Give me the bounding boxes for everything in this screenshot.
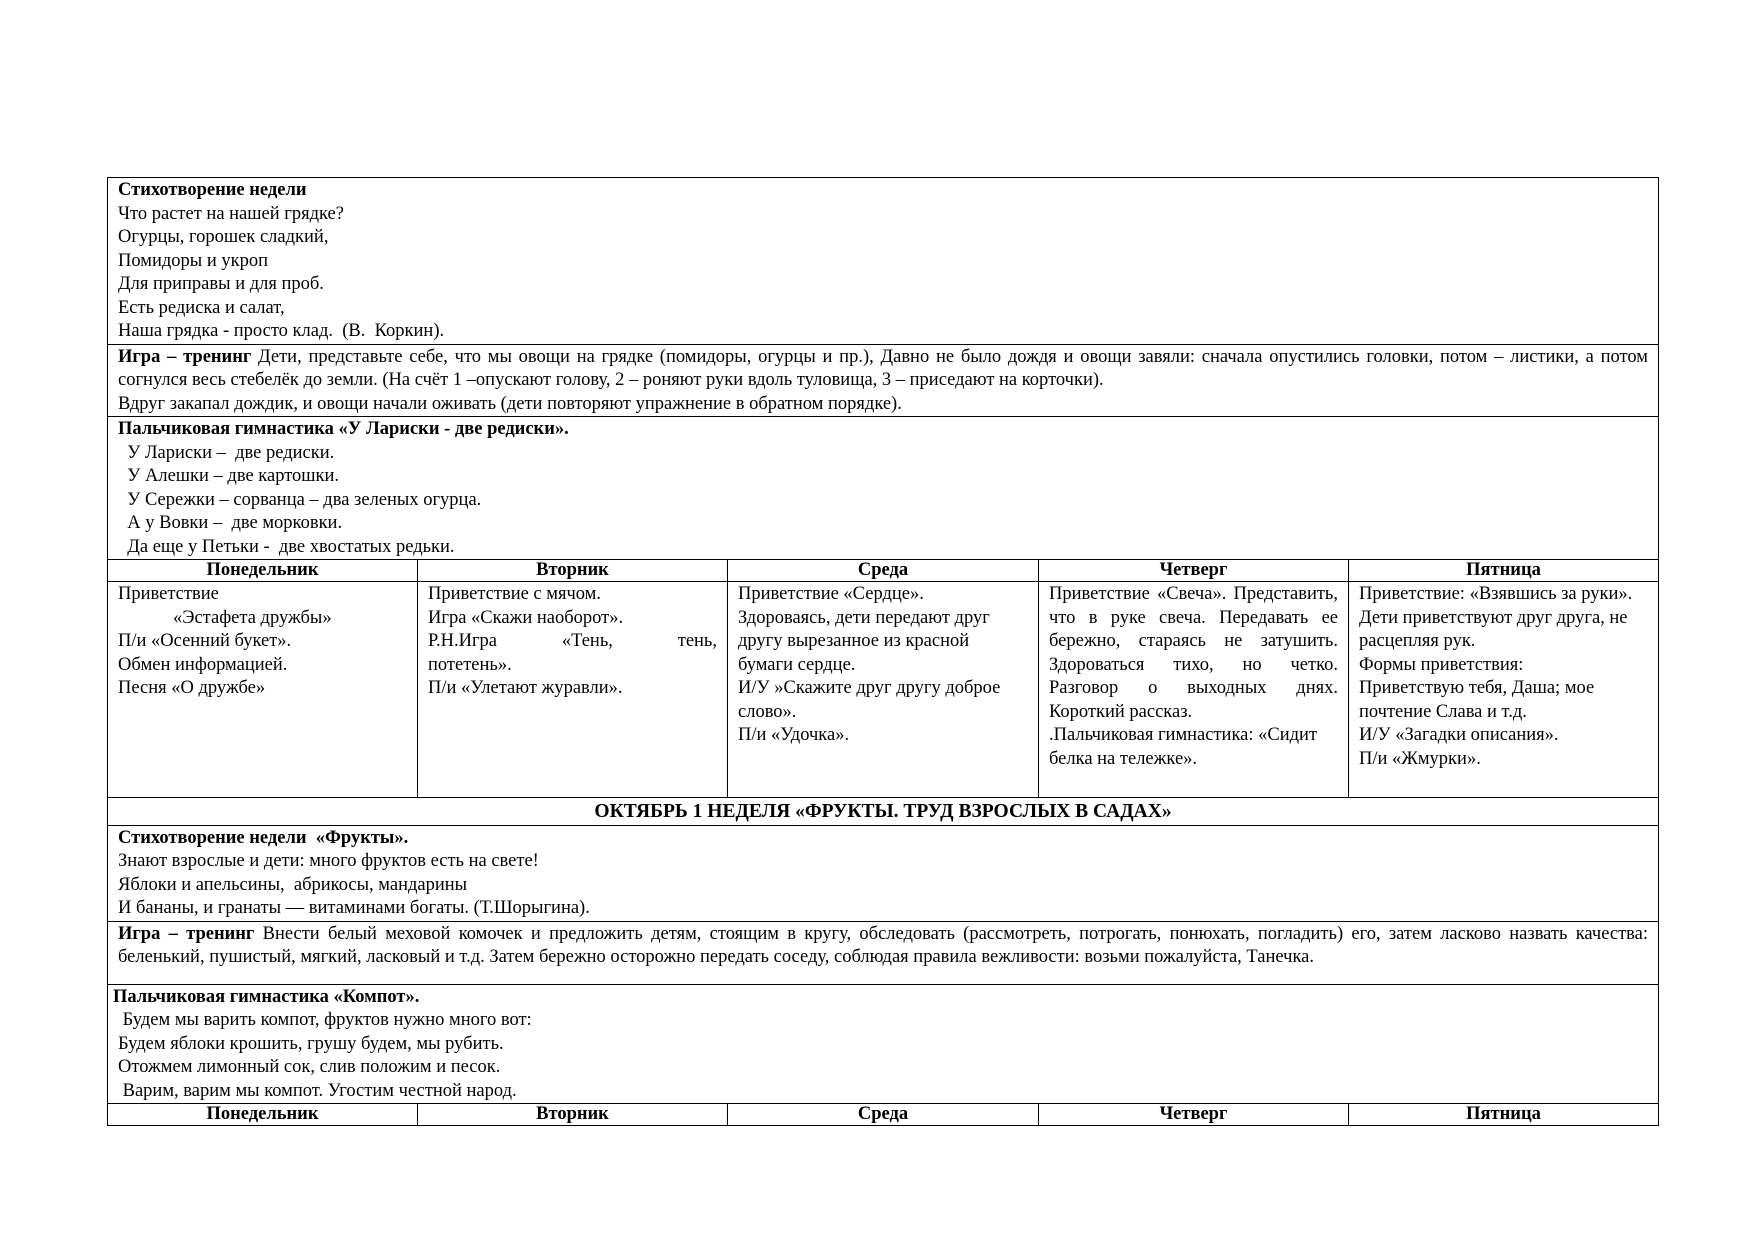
day-header-friday: Пятница: [1349, 560, 1659, 582]
game-training-cell-2: [108, 921, 1659, 984]
day-cell-wednesday: [728, 582, 1039, 798]
game-training-text: Внести белый меховой комочек и предложить детям, стоящим в кругу, обследовать (рассмотреть, потрогать, понюхать, погладить) его, затем ласково назвать качества: беленький, пушистый, мягкий, ласковый и т.д. Затем бережно осторожно передать соседу, соблюдая правила вежливости: возьми пожалуйста, Танечка.: [118, 923, 1649, 967]
day-header-thursday: Четверг: [1039, 1104, 1349, 1126]
tue-item: П/и «Улетают журавли».: [428, 678, 623, 698]
game-training-cell-1: [108, 344, 1659, 417]
day-header-row-2: [108, 1104, 1659, 1126]
day-header-row: [108, 560, 1659, 582]
finger-gym-line: У Лариски – две редиски.: [118, 442, 335, 463]
game-training-title: Игра – тренинг: [118, 346, 252, 367]
weekly-plan-table: [107, 177, 1659, 1126]
thu-item: .Пальчиковая гимнастика: «Сидит белка на тележке».: [1049, 725, 1318, 769]
finger-gym-title: Пальчиковая гимнастика «У Лариски - две редиски».: [118, 419, 569, 439]
poem-line: Есть редиска и салат,: [118, 297, 285, 318]
finger-gym-cell-1: [108, 417, 1659, 560]
fri-item: Формы приветствия:: [1359, 654, 1524, 675]
mon-item: П/и «Осенний букет».: [118, 631, 292, 651]
wed-item: Приветствие «Сердце».: [738, 584, 924, 604]
wed-item: И/У »Скажите друг другу доброе слово».: [738, 678, 1001, 722]
poem-line: Для приправы и для проб.: [118, 274, 324, 294]
day-header-thursday: Четверг: [1039, 560, 1349, 582]
poem-line: И бананы, и гранаты — витаминами богаты. (Т.Шорыгина).: [118, 898, 590, 918]
day-content-row: [108, 582, 1659, 798]
week-title: ОКТЯБРЬ 1 НЕДЕЛЯ «ФРУКТЫ. ТРУД ВЗРОСЛЫХ В САДАХ»: [108, 798, 1659, 826]
poem-line: Наша грядка - просто клад. (В. Коркин).: [118, 321, 445, 341]
mon-item: Песня «О дружбе»: [118, 678, 266, 698]
day-header-wednesday: Среда: [728, 560, 1039, 582]
finger-gym-line: У Сережки – сорванца – два зеленых огурца.: [118, 489, 482, 510]
fri-item: Приветствие: «Взявшись за руки». Дети приветствуют друг друга, не расцепляя рук.: [1359, 584, 1633, 651]
finger-gym-line: У Алешки – две картошки.: [118, 466, 340, 486]
day-header-monday: Понедельник: [108, 1104, 418, 1126]
poem-cell-2: [108, 825, 1659, 921]
day-cell-monday: [108, 582, 418, 798]
wed-item: П/и «Удочка».: [738, 725, 850, 745]
poem-line: Огурцы, горошек сладкий,: [118, 227, 329, 247]
wed-item: Здороваясь, дети передают друг другу вырезанное из красной бумаги сердце.: [738, 607, 990, 675]
day-header-tuesday: Вторник: [418, 560, 728, 582]
mon-item: Приветствие: [118, 584, 219, 604]
poem-line: Знают взрослые и дети: много фруктов есть на свете!: [118, 851, 539, 871]
game-training-title: Игра – тренинг: [118, 923, 255, 944]
poem-title: Стихотворение недели: [118, 180, 307, 200]
day-cell-friday: [1349, 582, 1659, 798]
finger-gym-line: Отожмем лимонный сок, слив положим и песок.: [118, 1057, 501, 1077]
mon-item: Обмен информацией.: [118, 654, 288, 675]
tue-item: Игра «Скажи наоборот».: [428, 607, 624, 628]
fri-item: П/и «Жмурки».: [1359, 748, 1481, 769]
poem-line: Что растет на нашей грядке?: [118, 203, 344, 224]
fri-item: Приветствую тебя, Даша; мое почтение Слава и т.д.: [1359, 678, 1595, 722]
day-header-wednesday: Среда: [728, 1104, 1039, 1126]
poem-line: Яблоки и апельсины, абрикосы, мандарины: [118, 874, 468, 895]
day-header-monday: Понедельник: [108, 560, 418, 582]
tue-item: Р.Н.Игра «Тень, тень, потетень».: [428, 631, 717, 675]
tue-item: Приветствие с мячом.: [428, 584, 602, 604]
finger-gym-line: Будем яблоки крошить, грушу будем, мы рубить.: [118, 1033, 504, 1054]
mon-item: «Эстафета дружбы»: [173, 607, 332, 628]
poem-cell-1: [108, 178, 1659, 345]
fri-item: И/У «Загадки описания».: [1359, 725, 1559, 745]
poem-title: Стихотворение недели «Фрукты».: [118, 827, 409, 848]
thu-item: Приветствие «Свеча». Представить, что в руке свеча. Передавать ее бережно, стараясь не затушить. Здороваться тихо, но четко. Разговор о выходных днях. Короткий рассказ.: [1049, 584, 1338, 722]
finger-gym-line: Да еще у Петьки - две хвостатых редьки.: [118, 536, 455, 557]
finger-gym-line: Будем мы варить компот, фруктов нужно много вот:: [118, 1010, 532, 1030]
day-header-friday: Пятница: [1349, 1104, 1659, 1126]
day-cell-tuesday: [418, 582, 728, 798]
game-training-text: Дети, представьте себе, что мы овощи на грядке (помидоры, огурцы и пр.), Давно не было дождя и овощи завяли: сначала опустились головки, потом – листики, а потом согнулся весь стебелёк до земли. (На счёт 1 –опускают голову, 2 – роняют руки вдоль туловища, 3 – приседают на корточки).: [118, 346, 1648, 390]
day-header-tuesday: Вторник: [418, 1104, 728, 1126]
finger-gym-cell-2: [108, 984, 1659, 1104]
poem-line: Помидоры и укроп: [118, 250, 268, 271]
finger-gym-line: Варим, варим мы компот. Угостим честной народ.: [118, 1080, 517, 1101]
day-cell-thursday: [1039, 582, 1349, 798]
game-training-text-2: Вдруг закапал дождик, и овощи начали оживать (дети повторяют упражнение в обратном порядке).: [118, 393, 902, 414]
finger-gym-title: Пальчиковая гимнастика «Компот».: [113, 986, 420, 1007]
finger-gym-line: А у Вовки – две морковки.: [118, 513, 343, 533]
